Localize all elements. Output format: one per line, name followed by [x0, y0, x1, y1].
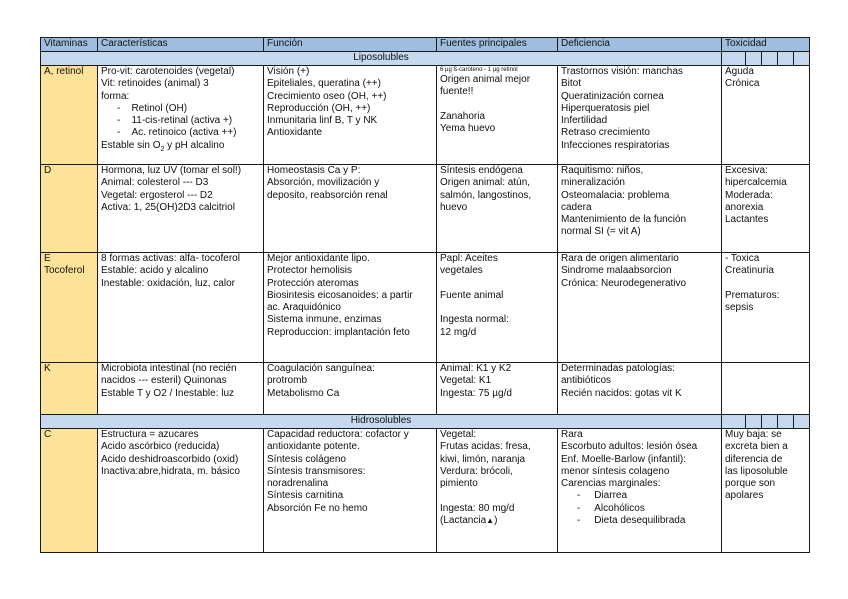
- increase-arrow-icon: ▲: [486, 516, 495, 526]
- funcion-cell: Capacidad reductora: cofactor y antioxidante potente. Síntesis colágeno Síntesis transmisores: noradrenalina Síntesis carnitina Absorción Fe no hemo: [264, 429, 437, 553]
- fuentes-cell: Vegetal: Frutas acidas: fresa, kiwi, limón, naranja Verdura: brócoli, pimiento Ingesta: 80 mg/d (Lactancia▲): [437, 429, 558, 553]
- table-row-vitamin-c: [41, 429, 810, 553]
- caracteristicas-cell: 8 formas activas: alfa- tocoferol Estable: acido y alcalino Inestable: oxidación, luz, calor: [98, 253, 264, 363]
- list-item: - Diarrea: [577, 490, 628, 502]
- toxicidad-cell: Muy baja: se excreta bien a diferencia de las liposoluble porque son apolares: [722, 429, 810, 553]
- header-funcion: Función: [264, 38, 437, 52]
- funcion-cell: Coagulación sanguínea: protromb Metabolismo Ca: [264, 363, 437, 415]
- table-row-vitamin-a: [41, 66, 810, 165]
- header-vitaminas: Vitaminas: [41, 38, 98, 52]
- section-grid-cell: [722, 415, 810, 429]
- vitamin-cell: D: [41, 165, 98, 253]
- vitamin-cell: K: [41, 363, 98, 415]
- header-deficiencia: Deficiencia: [558, 38, 722, 52]
- list-item: - 11-cis-retinal (activa +): [117, 115, 233, 127]
- header-caracteristicas: Características: [98, 38, 264, 52]
- deficiencia-cell: Rara de origen alimentario Sindrome malaabsorcion Crónica: Neurodegenerativo: [558, 253, 722, 363]
- section-row-hidrosolubles: [41, 415, 810, 429]
- header-toxicidad: Toxicidad: [722, 38, 810, 52]
- funcion-cell: Homeostasis Ca y P: Absorción, movilización y deposito, reabsorción renal: [264, 165, 437, 253]
- list-item: - Ac. retinoico (activa ++): [117, 127, 237, 139]
- funcion-cell: Mejor antioxidante lipo. Protector hemolisis Protección ateromas Biosintesis eicosanoides: a partir ac. Araquidónico Sistema inmune, enzimas Reproduccion: implantación feto: [264, 253, 437, 363]
- vitamin-cell: A, retinol: [41, 66, 98, 165]
- table-row-vitamin-k: [41, 363, 810, 415]
- caracteristicas-cell: Pro-vit: carotenoides (vegetal) Vit: retinoides (animal) 3 forma: - Retinol (OH) - 11-cis-retinal (activa +) - Ac. retinoico (activa ++) Estable $\sin O_2$ y pH alcalino: [98, 66, 264, 165]
- header-row: [41, 38, 810, 52]
- list-item: - Dieta desequilibrada: [577, 515, 686, 527]
- caracteristicas-cell: Hormona, luz UV (tomar el sol!) Animal: colesterol --- D3 Vegetal: ergosterol --- D2 Activa: 1, 25(OH)2D3 calcitriol: [98, 165, 264, 253]
- toxicidad-cell: - Toxica Creatinuria Prematuros: sepsis: [722, 253, 810, 363]
- list-item: - Retinol (OH): [117, 102, 188, 114]
- deficiencia-cell: Trastornos visión: manchas Bitot Queratinización cornea Hiperqueratosis piel Infertilidad Retraso crecimiento Infecciones respiratorias: [558, 66, 722, 165]
- toxicidad-cell: Excesiva: hipercalcemia Moderada: anorexia Lactantes: [722, 165, 810, 253]
- funcion-cell: Visión (+) Epiteliales, queratina (++) Crecimiento oseo (OH, ++) Reproducción (OH, ++) Inmunitaria linf B, T y NK Antioxidante: [264, 66, 437, 165]
- toxicidad-cell: [722, 363, 810, 415]
- section-grid-cell: [722, 52, 810, 66]
- section-label-liposolubles: Liposolubles: [41, 52, 722, 66]
- table-row-vitamin-e: [41, 253, 810, 363]
- caracteristicas-cell: Estructura = azucares Acido ascórbico (reducida) Acido deshidroascorbido (oxid) Inactiva:abre,hidrata, m. básico: [98, 429, 264, 553]
- deficiencia-cell: Determinadas patologías: antibióticos Recién nacidos: gotas vit K: [558, 363, 722, 415]
- fuentes-cell: Animal: K1 y K2 Vegetal: K1 Ingesta: 75 µg/d: [437, 363, 558, 415]
- vitamin-cell: E Tocoferol: [41, 253, 98, 363]
- vitamin-cell: C: [41, 429, 98, 553]
- header-fuentes: Fuentes principales: [437, 38, 558, 52]
- vitamins-table: [40, 37, 810, 553]
- section-row-liposolubles: [41, 52, 810, 66]
- toxicidad-cell: Aguda Crónica: [722, 66, 810, 165]
- section-label-hidrosolubles: Hidrosolubles: [41, 415, 722, 429]
- deficiencia-cell: Raquitismo: niños, mineralización Osteomalacia: problema cadera Mantenimiento de la función normal SI (= vit A): [558, 165, 722, 253]
- table-row-vitamin-d: [41, 165, 810, 253]
- fuentes-cell: Papl: Aceites vegetales Fuente animal Ingesta normal: 12 mg/d: [437, 253, 558, 363]
- fuentes-cell: Síntesis endógena Origen animal: atún, salmón, langostinos, huevo: [437, 165, 558, 253]
- list-item: - Alcohólicos: [577, 502, 645, 514]
- caracteristicas-cell: Microbiota intestinal (no recién nacidos --- esteril) Quinonas Estable T y O2 / Inestable: luz: [98, 363, 264, 415]
- fuentes-cell: 6 µg ß-caroteno - 1 µg retinol Origen animal mejor fuente!! Zanahoria Yema huevo: [437, 66, 558, 165]
- deficiencia-cell: Rara Escorbuto adultos: lesión ósea Enf. Moelle-Barlow (infantil): menor síntesis colageno Carencias marginales: - Diarrea - Alcohólicos - Dieta desequilibrada: [558, 429, 722, 553]
